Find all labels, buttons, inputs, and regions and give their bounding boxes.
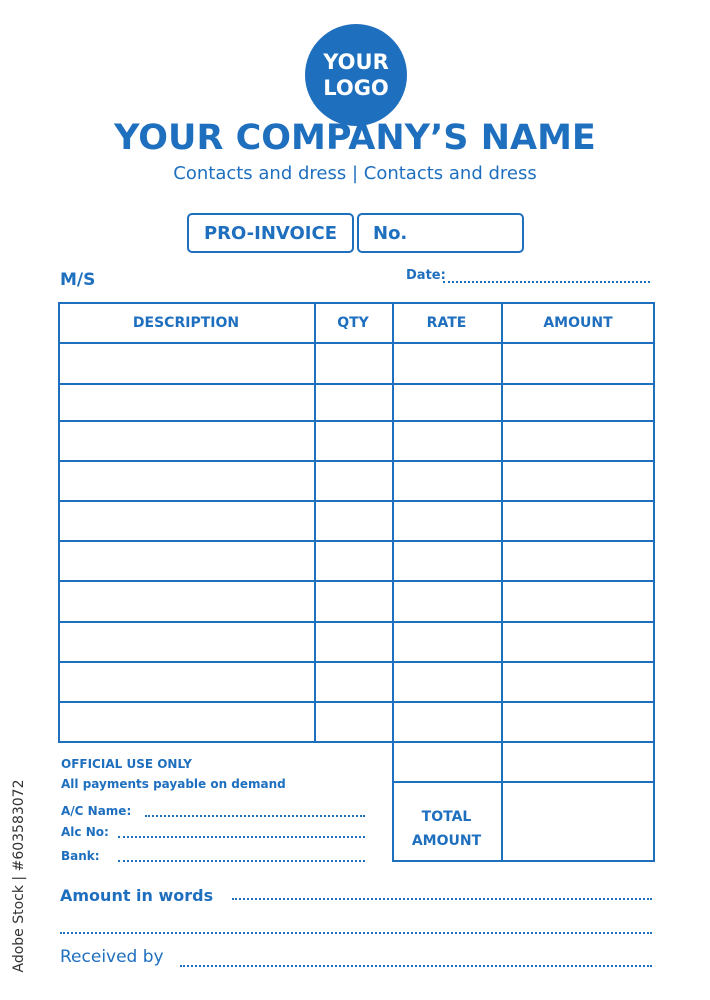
date-label: Date: xyxy=(406,268,446,283)
header-amount: AMOUNT xyxy=(543,315,613,331)
company-name: YOUR COMPANY’S NAME xyxy=(114,118,596,158)
date-field[interactable] xyxy=(443,281,650,283)
received-by-label: Received by xyxy=(60,947,164,967)
official-use-title: OFFICIAL USE ONLY xyxy=(61,757,192,771)
bank-field[interactable] xyxy=(118,860,365,862)
doc-type-label: PRO-INVOICE xyxy=(203,222,338,244)
total-line-2: AMOUNT xyxy=(411,833,482,849)
amount-in-words-label: Amount in words xyxy=(60,886,214,905)
ms-label: M/S xyxy=(60,270,96,290)
ac-name-field[interactable] xyxy=(145,815,365,817)
invoice-number-label: No. xyxy=(373,222,408,244)
stock-id-text: Adobe Stock | #603583072 xyxy=(11,779,27,973)
doc-type-box xyxy=(187,213,354,253)
alc-no-label: Alc No: xyxy=(61,825,109,839)
stock-watermark xyxy=(4,758,32,998)
logo-line-1: YOUR xyxy=(323,50,389,74)
payment-note: All payments payable on demand xyxy=(61,777,286,791)
received-by-field[interactable] xyxy=(180,965,652,967)
invoice-number-field[interactable] xyxy=(357,213,524,253)
header-description: DESCRIPTION xyxy=(132,315,240,331)
total-amount-field[interactable] xyxy=(503,783,653,860)
total-line-1: TOTAL xyxy=(421,809,472,825)
company-contacts: Contacts and dress | Contacts and dress xyxy=(173,163,537,184)
alc-no-field[interactable] xyxy=(118,836,365,838)
company-logo xyxy=(305,24,407,126)
total-amount-label xyxy=(392,805,501,853)
amount-in-words-field[interactable] xyxy=(232,898,652,900)
logo-line-2: LOGO xyxy=(323,76,389,100)
bank-label: Bank: xyxy=(61,849,100,863)
amount-in-words-field-2[interactable] xyxy=(60,932,652,934)
header-qty: QTY xyxy=(337,315,369,331)
ac-name-label: A/C Name: xyxy=(61,804,132,818)
header-rate: RATE xyxy=(426,315,467,331)
